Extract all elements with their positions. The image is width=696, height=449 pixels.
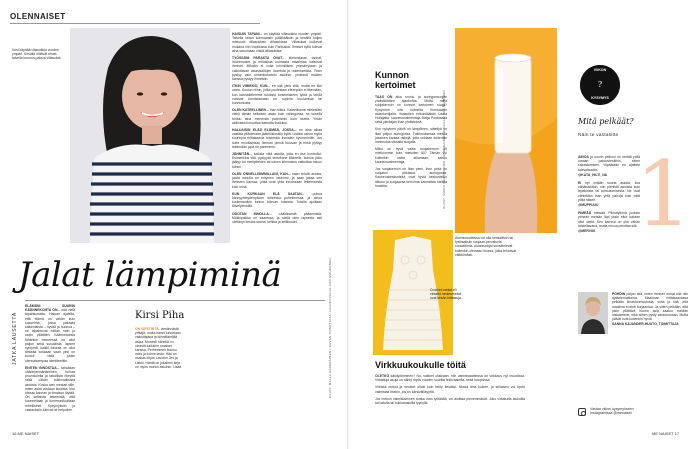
question-subhead: Näin te vastasitte — [578, 133, 619, 138]
paragraph-text: eltä vielä tapahtumatta. Haluan ajatella, että elämä on vähän kuin kokoelma, jossa pakasta kaikenlaista – hyvää ja huonoa – ne tapahtuvat milloin vain ja usein yllättäen. Käännekohtia tähänkin mennessä on ollut paljon sekä sukulaisia, lapsen syntymä, kaikki toiselta on ollut tärkeää koskaan vaan yksi on tuonut vielä jotain olennaisempaa identiteettiin. — [25, 308, 75, 363]
paragraph-text: on käyttää villasukkia vuoden ympäri. Talvella laitan kolmaamiin pätkikkäisiin ja kesällä kuljen mieluusti villasukkien villasukissa. Villasukat kulkevat mukana niin tropiikissa kuin Pariisissa. Ihmiset kyllä tulevat aina sanomaan niistä villasukista. — [232, 32, 323, 53]
paragraph-lead: KUN KURKAAN ELÄ SAATAN... — [232, 191, 305, 196]
kunnon-title — [375, 70, 416, 90]
answer-text: paljon sitä, miten ihmiset voivat olla niin ajattelemattomia. Maailman mittakaavassa pelkään ilmastonmuutosta, sotia ja sitä, että maailma ei ehdi korjaantua. Ja sitten pelkään, että jokin yllättävä huono asia kaatuu meidän niskaamme, eikä siihen pysty varautumaan. Mutta päivät ovat kuitenkin hyviä. — [612, 292, 688, 322]
answer-handle: @MERVIIII — [578, 229, 595, 234]
paragraph-text: Jos suojakerroin on liian pieni, ihon pinta on suojaton pitkässä auringossa. Kauneuskeskustelut ovat hyviä keskustelun alkuun ja suojaavaa kerrointa kannattaa harkita huolella. — [375, 167, 447, 188]
instagram-icon[interactable] — [578, 408, 586, 416]
instagram-cta[interactable] — [590, 407, 634, 416]
crochet-body — [375, 374, 525, 405]
paragraph-lead: ENITEN INNOSTAA... — [25, 365, 60, 370]
answer-text: metsää. Pikkutyttönä juoksin pimeän metsän läpi yksin eikä kukaan ollut siellä. Sen kanssa on yhä vähän taisteltavana, mutta minua pelottaa silti. — [578, 211, 640, 228]
glass-illustration — [455, 28, 557, 233]
answers-column — [578, 155, 640, 233]
paragraph-lead: OLEN KATEELLINEN... — [232, 108, 269, 113]
badge-top-text: VIIKON — [593, 68, 607, 72]
question-mark-icon: ? — [597, 80, 603, 89]
headline: Jalat lämpiminä — [18, 255, 282, 295]
author-bio-text: viestinnästä yrittäjä, mutta hänet tunnetaan vaikuttajana ja kiinnittämällä asiaa. Monesti hänellä on nimistä kaikkien omaiset kanssa. Perheeseen kuuluu mies ja kolme lasta. Hän on osakas kirjan Lavoton Jes ja Liekki. Häntä on jokainen kirja on myös moniin asioihin. Lisää — [135, 327, 182, 369]
kunnon-title-line2: kertoimet — [375, 80, 416, 90]
page-gutter — [347, 0, 349, 449]
answer-lead: EI — [578, 181, 582, 186]
answer-text: ja suurin pelkoni on herätä yöllä omaan pakkoviestiihin, sitten sairastamisen. Ylipäätään en ajattele tulevaisuutta. — [578, 155, 640, 172]
paragraph-text: ihan tilkka. Kateellisena mielestäni viekö tämän sellaisen asian kuin vahingossa, se toisella tuntuu aina menevän paremmin kuin itsellä. Yritän aktiivisesti muuttaa kateutta ihailuksi. — [232, 108, 322, 125]
answer-handle: @KATA_HILTI_NA — [578, 172, 608, 177]
answer-portrait-art — [578, 292, 608, 334]
text-column-2 — [232, 32, 322, 224]
decorative-numeral: 1 — [635, 142, 693, 247]
paragraph-lead: OLETKO — [375, 374, 390, 378]
paragraph-lead: ELÄMÄNI SUURIN KÄÄNNEKOHTA ON... — [25, 304, 75, 313]
paragraph-text: käsityöihminen? No, vaikket olisikaan, niin valmisvaatteissa on virkkaus nyt muodissa. Virkattuja asuja on nähty myös vuoden suurilla festivaaleilla, sekä kaupoissa. — [375, 374, 525, 383]
glass-photo — [455, 28, 557, 233]
paragraph-text: kaikkia niitä asioita, joita en itse kontrolloi. Esimerkiksi sitä, pystyykö lentokone liikkeelle, kuinka jokin jäätyy tai mielipiteiden tai toisen kiinnostus vaikuttaa minun töihini. — [232, 152, 322, 169]
paragraph-text: Lääkiksestä pääsemistä. Mökkipaikka on saaressa, ja siellä olen lapsesta asti viettänyt kesäni sauna, kelkka ja selliluudet. — [232, 211, 322, 224]
kunnon-body — [375, 95, 447, 188]
question-title: Mitä pelkäät? — [578, 117, 634, 126]
photo-caption: Kirsi käyttää villasukkia vuoden ympäri. Kesällä riittävät ohuet, talvella kunnon paksut villasukat. — [12, 48, 62, 61]
headline-rule — [25, 300, 325, 301]
instagram-cta-line2: Instagramissa @menaiset — [590, 411, 632, 416]
portrait-photo — [70, 28, 230, 243]
paragraph-text: tahallaan väärinymmärtäminen, turhaa provosointia ja tahallista ilkeyttä sekä vähän tulkinnallisista asioista. Koska olen mestari sille, miten asiat voidaan ilmaista, kun oikean kannan ja ilmaisun löytää. On sellaista tekemistä, että kuunnellaan ja kommunikoidaan rehellisesti. Kysymyksiin ja vastauksiin tulevat ne helpoiten. — [25, 365, 75, 412]
answer-portrait — [578, 292, 608, 334]
paragraph-lead: TAAS ON — [375, 95, 393, 99]
featured-answer — [612, 292, 688, 327]
top-rule — [10, 23, 260, 24]
folio-left: 16 ME NAISET — [12, 431, 40, 436]
photo-credit: KUVAT: MALLA KÄRKKÄINEN / KUVAN TOIMITTAJA: VALOKUVAAJA JANI MAHKONEN — [328, 258, 332, 399]
answer-handle: SANNA KAJANDER-HUUTO, TOIMITTAJA — [612, 322, 679, 327]
paragraph-text: aika ruoria- ja auringonsuojan yhdistämisen ajankohta. Mutta mikä suojakerroin on kunnon kertoimen suoja? Kysymme sitä kolmelta ihonhoidon asiantuntijalta, ihotautien erikoislääkäri Laura Huilajalta, kauneusvalmentaja Maija Poutaselta sekä ylentajan Ihan yhdistelmä. — [375, 95, 447, 125]
kunnon-title-line1: Kunnon — [375, 70, 409, 80]
instagram-cta-line1: Vastaa viikon kysymykseen — [590, 407, 634, 411]
author-name: Kirsi Piha — [135, 310, 185, 321]
section-tag: OLENNAISET — [10, 12, 66, 21]
paragraph-text: Kun nykyinen päivä on lämpöinen, säteilyä on liian paljon auringossa. Tutkimuksessa meistä jokainen kantaa riskejä, joita voidaan kuitenkin minimoida oikealla suojalla. — [375, 127, 447, 145]
answer-text: nyt mitään suuria asioita, iloa vähäisistäkin, niin pienistä asioista kuin lepakoista tai tuhoutumisesta. Ne ovat vähintään ihan yhtä pahoja kuin mitä yöllä näkee. — [578, 181, 640, 202]
answer-handle: @MUPPUUU — [578, 203, 599, 208]
crochet-caption: Crochet-mekot eli virkatut neuleomekot ovat kesän hittiasuja. — [430, 288, 462, 301]
paragraph-lead: HAISUIN TAPANI... — [232, 32, 263, 36]
author-bio — [135, 327, 183, 369]
paragraph-text: saan tehdä asioita, joista minulla on erityinen intohimo, ja saan jakaa sen ihmisten kanssa, jotka ovat yhtä innoissaan tekemisestä kuin minä. — [232, 171, 322, 189]
paragraph-text: puhua kännyyhteydenpitoon tulleessa puhelimessa, ja ainoa kuulemanikin tuntuu tulevan toisesta. Toisilla ajoillaan kävelylenkillä. — [232, 191, 322, 209]
paragraph-text: Miksi on hyvä valita suojakerroin 30 mieluummin kuin mieluiten 50? Tämän voi kuitenkin valita alkamaan, sanoo kauneusvalmentaja. — [375, 147, 447, 164]
answer-lead: PIMEÄÄ — [578, 211, 592, 216]
answer-lead: AINOA — [578, 155, 589, 159]
paragraph-lead: ODOTAN INNOLLA... — [232, 211, 272, 216]
paragraph-lead: HALUAISIN ELÄÄ ELÄMÄÄ, JOSSA... — [232, 128, 297, 133]
paragraph-text: en sitä yleis sillä, mutta en itke usein. Kuulun niihin, jotka puolestani eteenpäin ei itkemään, kun kannattelemme tuloksia tuntemiskeen työtä ja tehdä voisivat tunnistamaan ne sopivia kuulumisia tai kunnioitusta. — [232, 84, 322, 106]
paragraph-lead: JÄNNITÄN... — [232, 152, 252, 157]
paragraph-text: Virkatut mekot ja neuleet olivat kuin tehty kesäksi. Niissä ilma kulkee, ja sellaisen voi hyvin valmistaa itsekin, jos on kärsivällisyyttä. — [375, 385, 525, 394]
author-bio-lead: ON VIESTINTÄ- — [135, 327, 160, 331]
folio-right: ME NAISET 17 — [652, 431, 680, 436]
instagram-icon-lens — [581, 411, 586, 416]
crochet-title: Virkkuukoukulle töitä — [375, 360, 466, 370]
author-spacer — [80, 304, 128, 404]
text-column-1 — [25, 304, 75, 412]
photo-credit-right: KUVAT: MIKKO RAATIKAINEN / KOKONAINEN KUVAAJA: IIDA NIEMINEN — [442, 90, 446, 209]
paragraph-text: kiinnostavat, tarinat, intohimoiset ja erilaisista kulmasta maailmaa katsovat ihmiset. Mikään ei voita inhimillisen ymmärryksen ja vaikuttavan asiasisältöjen luomista ja rakentamista. Yksin pystyy vain onnenkokoisiin asioihin, yhdessä muiden kanssa pystyy ihmeisiin. — [232, 56, 322, 82]
paragraph-lead: TYÖSSÄNI PARASTA OVAT... — [232, 56, 285, 61]
paragraph-text: on aina aikaa vastata ylläolevaan jäätelökioskiin kyllä. Lisäksi uskon myös suurinpia mittakaavia toistenkin ihmisten hyvinvointiin. Jos tulee muuttamaan hieman pieniä kuluvan ja ehkä pystyy tekemään jopa ne paremmin. — [232, 128, 322, 149]
answer-lead: POHDIN — [612, 292, 626, 296]
paragraph-lead: ITKIN VIIMEKSI, KUN... — [232, 84, 271, 89]
badge-bottom-text: KYSYMYS — [591, 96, 609, 100]
paragraph-text: Jos mekon valmistaminen tuntuu liian työläältä, voi aloittaa pienemmästä. Joko virkatuilla laukuilla tai hatulla tai kukkamaisilla tyynyllä. — [375, 396, 525, 406]
series-label: JATKA LAUSETTA — [12, 312, 18, 365]
paragraph-lead: OLEN ONNELLISIMMILLANI, KUN... — [232, 171, 291, 176]
question-badge — [580, 65, 620, 105]
portrait-illustration — [70, 28, 230, 243]
glass-caption: Aurinkovoiteissa voi olla kemiallisiin tai fysikaalisiin suojaan perustuvia suodattimia. Asiantuntijat suosittelevat kuitenkin olemaan ihossa, jotka tehoavat välittömästi. — [455, 236, 517, 257]
